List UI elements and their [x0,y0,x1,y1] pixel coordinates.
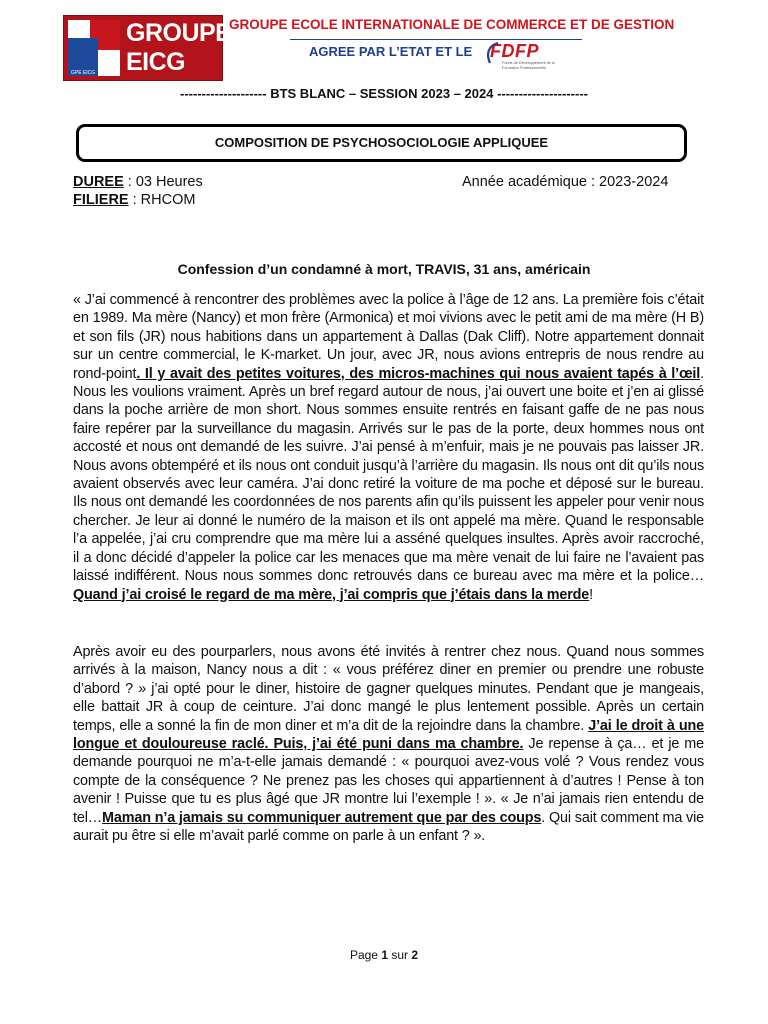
paragraph-2-text-b: Je repense à ça… et je me demande pourquoi ne m’a-t-elle jamais demandé : « pourquoi avez-vous volé ? Vous rendez vous compte de la conséquence ? Ne prenez pas les choses qui appartiennent à d’autres ! Pense à ton avenir ! Puisse que tu es plus âgé que JR montre lui l’exemple ! ». « Je n’ai jamais rien entendu de tel… [73,736,705,826]
organization-name: GROUPE ECOLE INTERNATIONALE DE COMMERCE ET DE GESTION [229,17,675,32]
page-total: 2 [411,948,419,962]
accreditation-text: AGREE PAR L’ETAT ET LE [309,44,473,59]
header-divider [290,39,582,40]
exam-title-box [76,124,687,162]
duration-label: DUREE [73,174,124,190]
paragraph-2-highlight-a: J’ai le droit à une longue et douloureuse raclé. Puis, j’ai été puni dans ma chambre. [73,717,704,753]
paragraph-1-text-b: . Nous les voulions vraiment. Après un bref regard autour de nous, j’ai ouvert une boite et j’en ai glissé dans la poche arrière de mon short. Nous sommes ensuite rentrés en faisant gaffe de ne pas nous faire repérer par la surveillance du magasin. Arrivés sur le pas de la porte, deux hommes nous ont accosté et nous ont demandé de les suivre. J’ai pensé à m’enfuir, mais je ne pouvais pas laisser JR. Nous avons obtempéré et ils nous ont conduit jusqu’à l’arrière du magasin. Ils nous ont dit qu’ils nous avaient observés avec leur caméra. J’ai donc retiré la voiture de ma poche et déposé sur le bureau. Ils nous ont demandé les coordonnées de nos parents afin qu’ils puissent les appeler pour venir nous chercher. Je leur ai donné le numéro de la maison et ils ont appelé ma mère. Quand le responsable l’a appelée, j’ai cru comprendre que ma mère lui a asséné quelques insultes. Après avoir raccroché, il a donc décidé d’appeler la police car les menaces que ma mère venait de lui faire ne l’avaient pas laissé indifférent. Nous nous sommes donc retrouvés dans ce bureau avec ma mère et la police… [73,365,704,585]
duration-line [73,174,203,190]
fdfp-logo [490,41,554,73]
logo-small-text: GPE EICG [71,70,96,76]
school-logo [63,15,232,81]
fdfp-logo-word: FDFP [490,41,539,61]
duration-value: : 03 Heures [123,174,203,190]
logo-line-1: GROUPE [126,19,232,47]
paragraph-2 [73,643,704,845]
page-label: Page [349,948,382,962]
page-current: 1 [381,948,388,962]
logo-emblem-icon [68,20,120,76]
filiere-line [73,192,195,208]
paragraph-1-text-c: ! [589,586,594,603]
paragraph-1-highlight-b: Quand j’ai croisé le regard de ma mère, j’ai compris que j’étais dans la merde [73,586,590,603]
page-footer [0,948,768,962]
text-title: Confession d’un condamné à mort, TRAVIS, 31 ans, américain [177,261,591,277]
paragraph-1 [73,291,704,604]
academic-year: Année académique : 2023-2024 [462,174,669,190]
paragraph-1-text-a: « J’ai commencé à rencontrer des problèmes avec la police à l’âge de 12 ans. La première fois c’était en 1989. Ma mère (Nancy) et mon frère (Armonica) et moi vivions avec le petit ami de ma mère (H B) et son fils (JR) nous habitions dans un appartement à Dallas (Dak Cliff). Notre appartement donnait sur un centre commercial, le K-market. Un jour, avec JR, nous avions entrepris de nous rendre au rond-point [73,292,704,382]
page-separator: sur [388,948,412,962]
filiere-value: : RHCOM [128,192,196,208]
filiere-label: FILIERE [73,192,129,208]
paragraph-2-text-c: . Qui sait comment ma vie aurait pu être si elle m’avait parlé comme on parle à un enfant ? ». [73,809,704,845]
paragraph-1-highlight-a: . Il y avait des petites voitures, des micros-machines qui nous avaient tapés à l’œil [136,365,701,382]
logo-line-2: EICG [126,48,186,76]
exam-title: COMPOSITION DE PSYCHOSOCIOLOGIE APPLIQUEE [214,135,549,150]
paragraph-2-highlight-b: Maman n’a jamais su communiquer autrement que par des coups [102,809,542,826]
paragraph-2-text-a: Après avoir eu des pourparlers, nous avons été invités à rentrer chez nous. Quand nous sommes arrivés à la maison, Nancy nous a dit : « vous préférez diner en premier ou prendre une robuste d’abord ? » j’ai opté pour le diner, histoire de gagner quelques minutes. Pendant que je mangeais, elle battait JR à coup de ceinture. J’ai donc mangé le plus lentement possible. Après un certain temps, elle a sonné la fin de mon diner et m’a dit de la rejoindre dans la chambre. [73,644,704,734]
logo-text [126,19,232,77]
fdfp-logo-subtitle: Fonds de Développement de la Formation Professionnelle [502,61,555,70]
session-line: -------------------- BTS BLANC – SESSION 2023 – 2024 --------------------- [180,86,588,101]
fdfp-swoosh-icon [484,42,500,64]
